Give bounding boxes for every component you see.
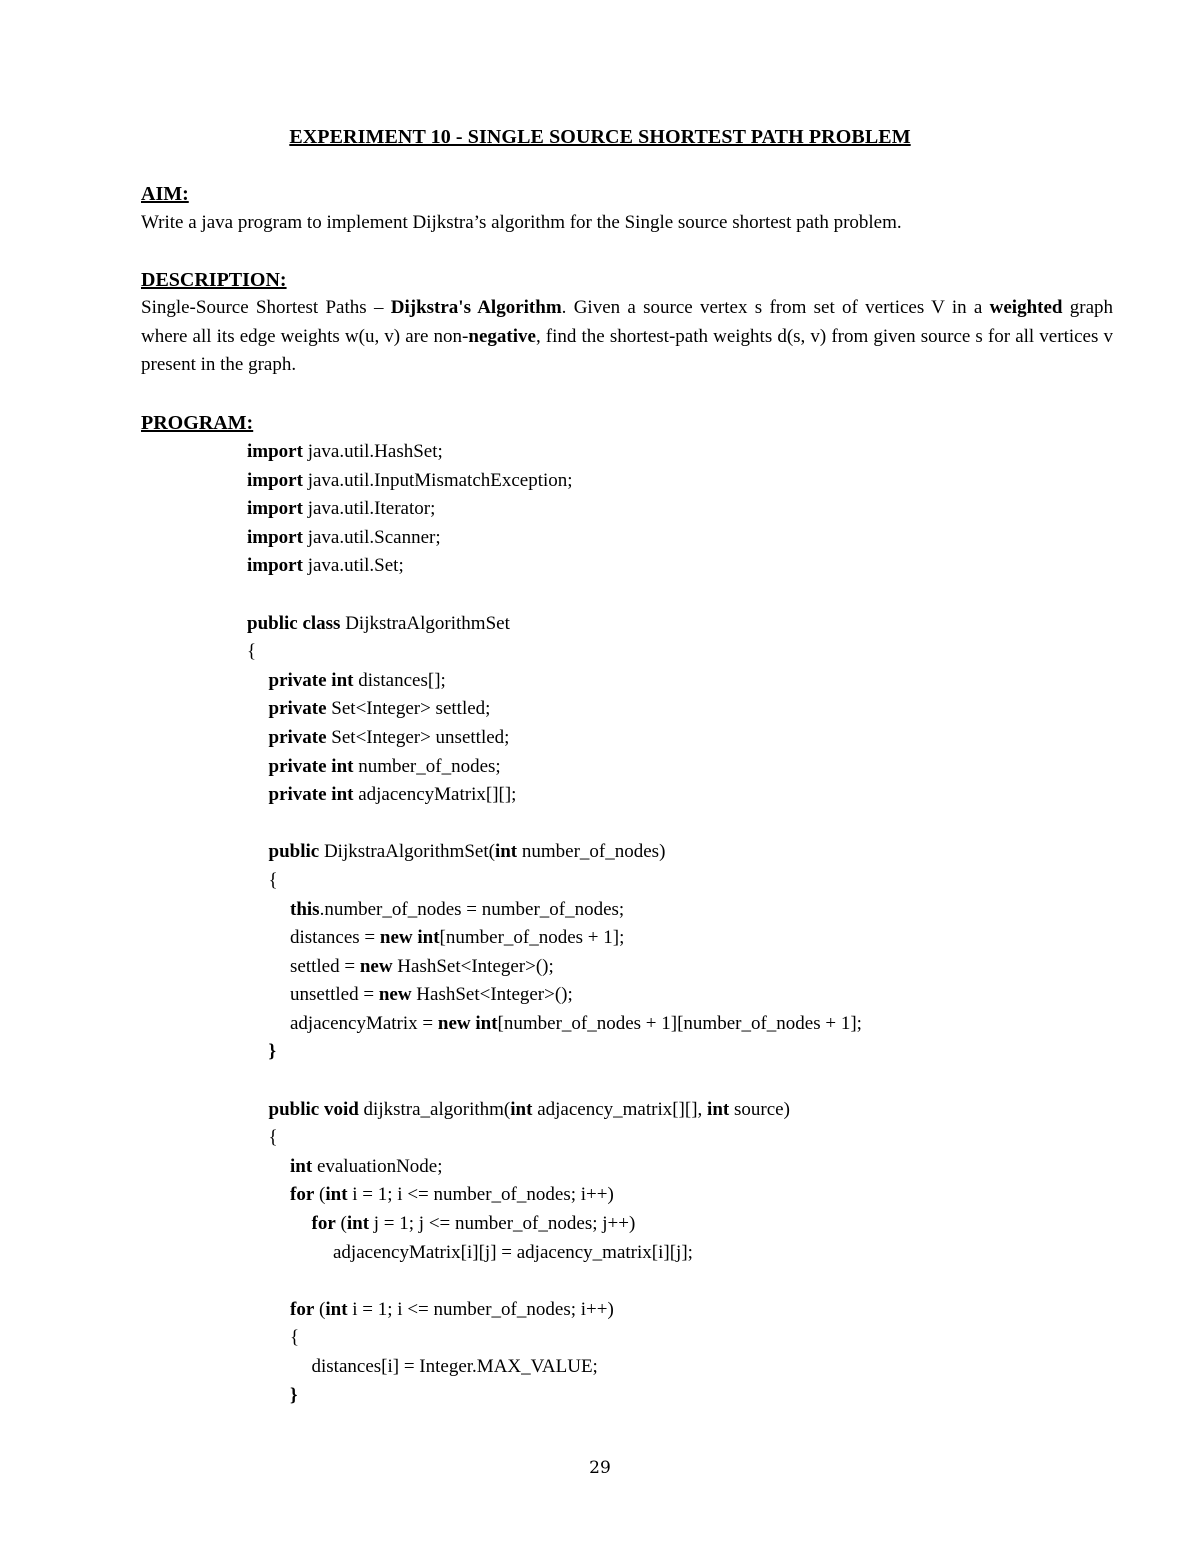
code-line (247, 1096, 1147, 1125)
code-keyword: import (247, 498, 303, 520)
code-text: distances[]; (353, 669, 446, 691)
code-line (247, 1067, 1147, 1096)
code-text: Set<Integer> unsettled; (326, 726, 510, 748)
code-text: source) (729, 1098, 790, 1120)
code-text: i = 1; i <= number_of_nodes; i++) (347, 1184, 614, 1206)
code-keyword: public (268, 841, 320, 863)
aim-heading: AIM: (141, 183, 189, 205)
code-keyword: int (707, 1098, 730, 1120)
code-text: DijkstraAlgorithmSet( (319, 841, 495, 863)
code-text: ( (314, 1298, 326, 1320)
code-keyword: } (290, 1384, 298, 1406)
code-keyword: } (268, 1041, 276, 1063)
code-text: { (268, 1127, 278, 1149)
code-line (247, 524, 1147, 553)
code-line (247, 981, 1147, 1010)
description-heading: DESCRIPTION: (141, 269, 287, 291)
code-line (247, 467, 1147, 496)
code-text: java.util.Iterator; (302, 498, 436, 520)
code-text: j = 1; j <= number_of_nodes; j++) (369, 1213, 636, 1235)
code-line (247, 638, 1147, 667)
code-line (247, 1353, 1147, 1382)
code-text: java.util.Set; (302, 555, 404, 577)
code-line (247, 495, 1147, 524)
code-keyword: int (325, 1298, 348, 1320)
code-text: distances = (290, 927, 380, 949)
code-keyword: public void (268, 1098, 359, 1120)
code-line (247, 953, 1147, 982)
code-line (247, 438, 1147, 467)
description-run: , find the shortest-path weights d(s, v) from given source s for all vertices v present in the graph. (141, 325, 1113, 376)
code-line (247, 1038, 1147, 1067)
code-line (247, 810, 1147, 839)
code-text: java.util.Scanner; (302, 526, 441, 548)
code-text: { (268, 869, 278, 891)
code-line (247, 753, 1147, 782)
code-text: dijkstra_algorithm( (358, 1098, 511, 1120)
code-text: number_of_nodes; (353, 755, 501, 777)
code-text: distances[i] = Integer.MAX_VALUE; (311, 1356, 598, 1377)
code-line (247, 867, 1147, 896)
code-keyword: private int (268, 755, 354, 777)
code-keyword: int (510, 1098, 533, 1120)
code-text: adjacencyMatrix = (290, 1012, 438, 1034)
code-line (247, 610, 1147, 639)
code-text: ( (314, 1184, 326, 1206)
code-text: Set<Integer> settled; (326, 698, 491, 720)
code-keyword: private (268, 726, 327, 748)
code-line (247, 1296, 1147, 1325)
code-keyword: this (290, 898, 320, 920)
code-line (247, 838, 1147, 867)
code-line (247, 896, 1147, 925)
code-keyword: private int (268, 669, 354, 691)
page-number: 29 (589, 1458, 611, 1478)
code-keyword: import (247, 526, 303, 548)
program-heading: PROGRAM: (141, 412, 254, 434)
code-text: adjacencyMatrix[][]; (353, 784, 517, 806)
code-keyword: int (346, 1213, 370, 1235)
code-text: java.util.HashSet; (302, 441, 443, 462)
description-run: Single-Source Shortest Paths – (141, 297, 391, 318)
description-emphasis: Dijkstra's Algorithm (390, 297, 562, 318)
code-line (247, 1181, 1147, 1210)
code-line (247, 1010, 1147, 1039)
code-line (247, 552, 1147, 581)
code-line (247, 924, 1147, 953)
description-run: graph where all its edge weights w(u, v) are non- (141, 297, 1114, 347)
document-title-text: EXPERIMENT 10 - SINGLE SOURCE SHORTEST PATH PROBLEM (289, 126, 911, 148)
aim-text: Write a java program to implement Dijkstra’s algorithm for the Single source shortest path problem. (141, 212, 902, 233)
description-run: . Given a source vertex s from set of vertices V in a (561, 297, 990, 318)
document-title (0, 124, 1200, 150)
code-text: [number_of_nodes + 1]; (439, 927, 625, 949)
code-text: java.util.InputMismatchException; (302, 469, 573, 491)
code-keyword: import (247, 441, 303, 462)
code-text: adjacency_matrix[][], (532, 1098, 708, 1120)
code-line (247, 781, 1147, 810)
code-text: evaluationNode; (312, 1155, 443, 1177)
code-keyword: for (290, 1298, 315, 1320)
code-text: settled = (290, 955, 360, 977)
code-keyword: for (311, 1213, 336, 1235)
code-text: { (290, 1327, 300, 1349)
code-text: HashSet<Integer>(); (392, 955, 554, 977)
code-line (247, 1124, 1147, 1153)
code-keyword: int (494, 841, 518, 863)
code-line (247, 1153, 1147, 1182)
code-line (247, 724, 1147, 753)
code-text: DijkstraAlgorithmSet (340, 612, 510, 634)
code-text: unsettled = (290, 984, 379, 1006)
description-text (141, 294, 1113, 380)
code-keyword: public class (247, 612, 341, 634)
code-keyword: private (268, 698, 327, 720)
code-keyword: private int (268, 784, 354, 806)
code-keyword: import (247, 469, 303, 491)
program-code-block (247, 438, 1147, 1410)
code-text: i = 1; i <= number_of_nodes; i++) (347, 1298, 614, 1320)
code-line (247, 1210, 1147, 1239)
code-line (247, 581, 1147, 610)
description-emphasis: weighted (989, 297, 1063, 318)
code-keyword: new (378, 984, 412, 1006)
code-keyword: import (247, 555, 303, 577)
code-line (247, 1239, 1147, 1268)
code-keyword: for (290, 1184, 315, 1206)
code-text: [number_of_nodes + 1][number_of_nodes + 1]; (497, 1012, 862, 1034)
code-keyword: new int (437, 1012, 498, 1034)
code-line (247, 1267, 1147, 1296)
code-text: HashSet<Integer>(); (411, 984, 573, 1006)
code-line (247, 1324, 1147, 1353)
code-text: .number_of_nodes = number_of_nodes; (319, 898, 625, 920)
code-keyword: int (290, 1155, 313, 1177)
code-keyword: new int (379, 927, 440, 949)
code-keyword: int (325, 1184, 348, 1206)
code-line (247, 695, 1147, 724)
code-text: ( (335, 1213, 347, 1235)
code-text: number_of_nodes) (517, 841, 666, 863)
code-text: adjacencyMatrix[i][j] = adjacency_matrix[i][j]; (333, 1241, 693, 1263)
code-text: { (247, 641, 257, 663)
description-emphasis: negative (468, 325, 536, 347)
code-line (247, 667, 1147, 696)
code-line (247, 1382, 1147, 1411)
code-keyword: new (359, 955, 393, 977)
